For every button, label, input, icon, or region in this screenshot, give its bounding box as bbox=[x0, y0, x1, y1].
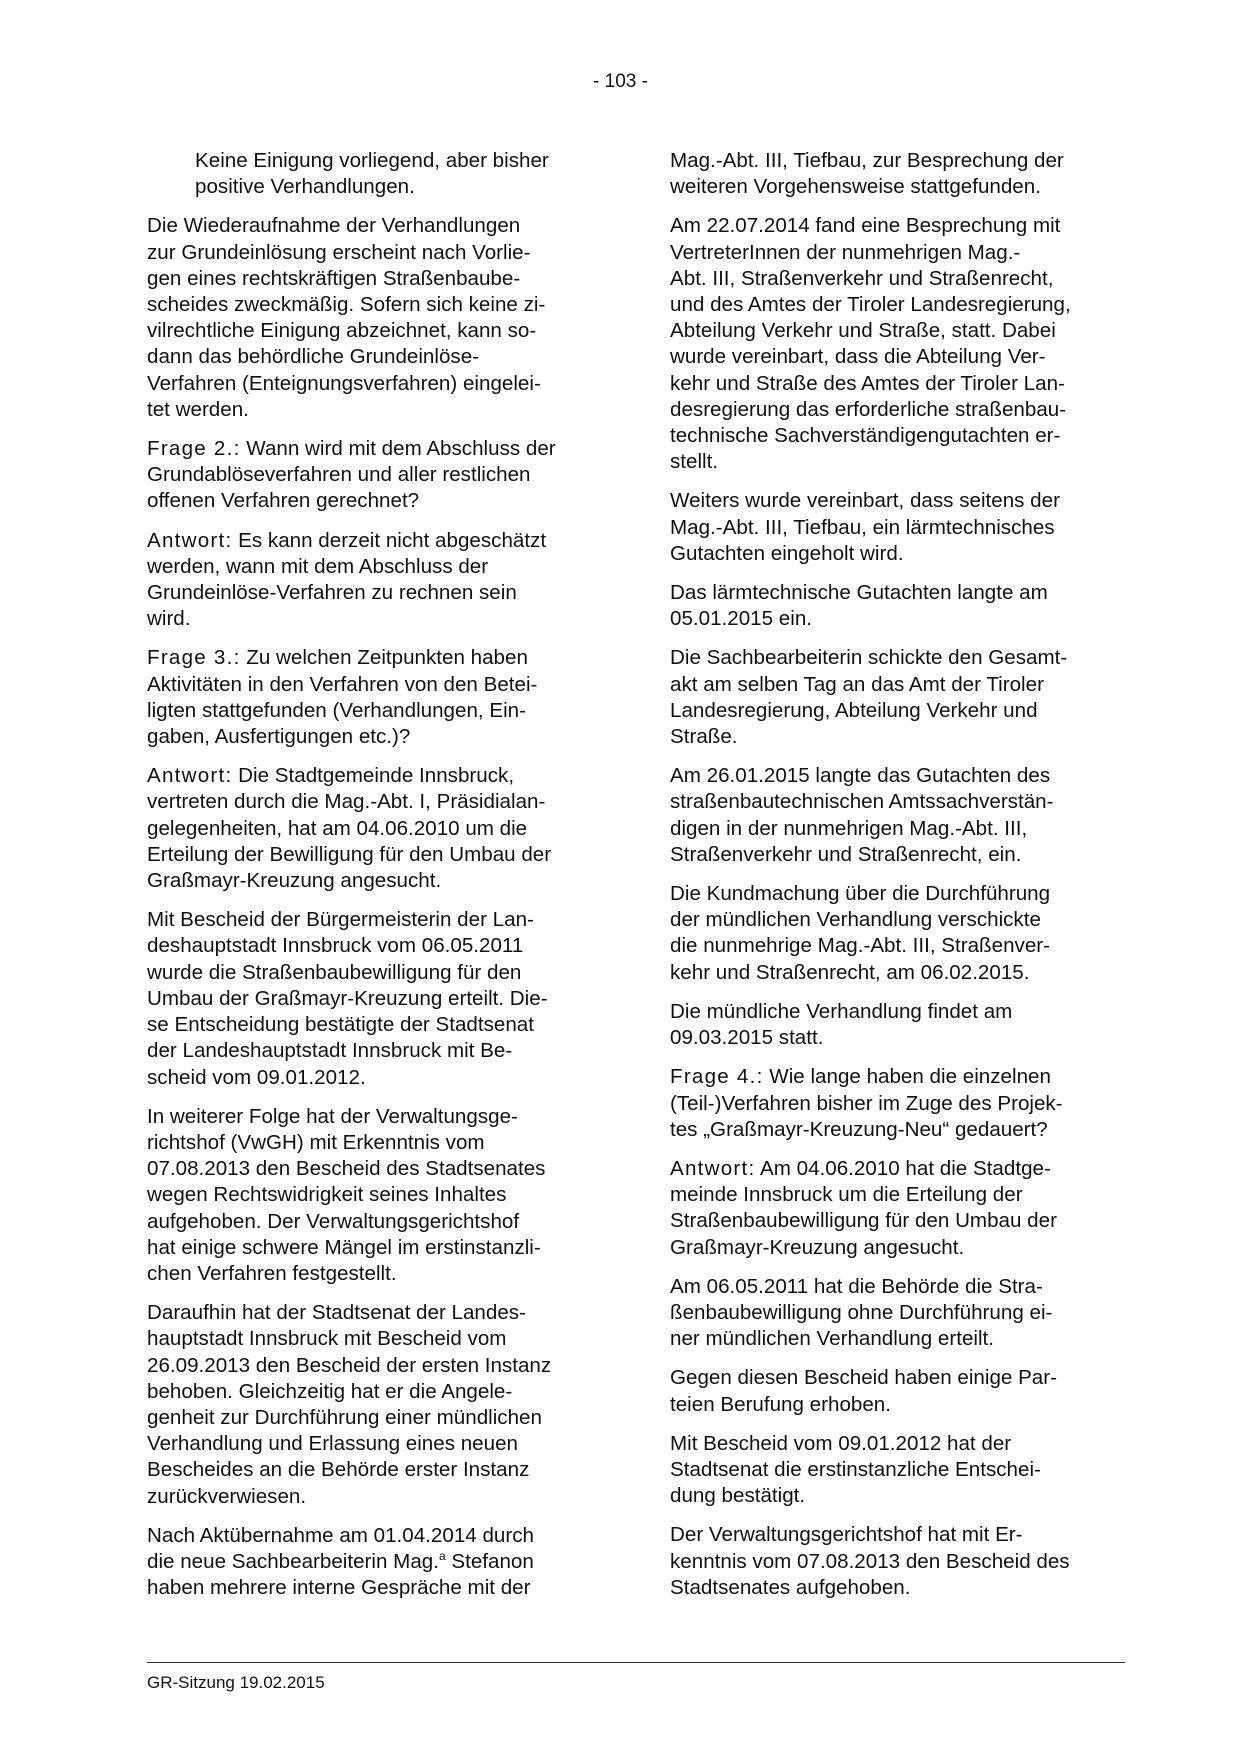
left-column bbox=[147, 148, 599, 1614]
question-text: Zu welchen Zeitpunkten haben Aktivitäten in den Verfahren von den Betei- ligten stattgefunden (Verhandlungen, Ein- gaben, Ausfertigungen etc.)? bbox=[147, 646, 538, 749]
paragraph-announcement: Die Kundmachung über die Durchführung der mündlichen Verhandlung verschickte die nunmehrige Mag.-Abt. III, Straßenver- kehr und Straßenrecht, am 06.02.2015. bbox=[670, 882, 1051, 984]
question-4 bbox=[670, 1064, 1125, 1143]
footer-text: GR-Sitzung 19.02.2015 bbox=[147, 1673, 325, 1692]
paragraph-vwgh: In weiterer Folge hat der Verwaltungsge- richtshof (VwGH) mit Erkenntnis vom 07.08.2013 den Bescheid des Stadtsenates wegen Rechtswidrigkeit seines Inhaltes aufgehoben. Der Verwaltungsgerichtshof hat einige schwere Mängel im erstinstanzli- chen Verfahren festgestellt. bbox=[147, 1104, 546, 1285]
paragraph-permit-granted: Am 06.05.2011 hat die Behörde die Stra- ßenbaubewilligung ohne Durchführung ei- ner mündlichen Verhandlung erteilt. bbox=[670, 1274, 1053, 1351]
answer-2 bbox=[147, 528, 599, 633]
paragraph-permit: Mit Bescheid der Bürgermeisterin der Lan- deshauptstadt Innsbruck vom 06.05.2011 wurde die Straßenbaubewilligung für den Umbau der Graßmayr-Kreuzung erteilt. Die- se Entscheidung bestätigte der Stadtsenat der Landeshauptstadt Innsbruck mit Be- scheid vom 09.01.2012. bbox=[147, 908, 548, 1089]
answer-text: Die Stadtgemeinde Innsbruck, vertreten durch die Mag.-Abt. I, Präsidialan- gelegenheiten, hat am 04.06.2010 um die Erteilung der Bewilligung für den Umbau der Graßmayr-Kreuzung angesucht. bbox=[147, 764, 552, 893]
answer-label: Antwort: bbox=[147, 528, 233, 552]
answer-3 bbox=[147, 763, 599, 894]
paragraph-annulled: Der Verwaltungsgerichtshof hat mit Er- kenntnis vom 07.08.2013 den Bescheid des Stadtsenates aufgehoben. bbox=[670, 1523, 1070, 1599]
answer-text: Es kann derzeit nicht abgeschätzt werden, wann mit dem Abschluss der Grundeinlöse-Verfahren zu rechnen sein wird. bbox=[147, 528, 547, 631]
question-text: Wann wird mit dem Abschluss der Grundablöseverfahren und aller restlichen offenen Verfahren gerechnet? bbox=[147, 437, 556, 513]
paragraph-stadtsenat: Daraufhin hat der Stadtsenat der Landes- hauptstadt Innsbruck mit Bescheid vom 26.09.2013 den Bescheid der ersten Instanz behoben. Gleichzeitig hat er die Angele- genheit zur Durchführung einer mündlichen Verhandlung und Erlassung eines neuen Bescheides an die Behörde erster Instanz zurückverwiesen. bbox=[147, 1301, 552, 1508]
question-label: Frage 4.: bbox=[670, 1065, 764, 1089]
footer-divider bbox=[147, 1662, 1125, 1663]
answer-label: Antwort: bbox=[670, 1156, 756, 1180]
paragraph-hearing: Die mündliche Verhandlung findet am 09.03.2015 statt. bbox=[670, 999, 1013, 1050]
paragraph-appeal: Gegen diesen Bescheid haben einige Par- teien Berufung erhoben. bbox=[670, 1366, 1057, 1416]
question-label: Frage 3.: bbox=[147, 646, 241, 670]
paragraph-noise-agreement: Weiters wurde vereinbart, dass seitens der Mag.-Abt. III, Tiefbau, ein lärmtechnisches Gutachten eingeholt wird. bbox=[670, 489, 1060, 565]
paragraph-status: Keine Einigung vorliegend, aber bisher positive Verhandlungen. bbox=[195, 149, 549, 199]
text-part: Stefanon haben mehrere interne Gespräche mit der bbox=[147, 1549, 534, 1600]
right-column bbox=[670, 148, 1125, 1614]
paragraph-continuation: Mag.-Abt. III, Tiefbau, zur Besprechung der weiteren Vorgehensweise stattgefunden. bbox=[670, 149, 1064, 199]
answer-label: Antwort: bbox=[147, 764, 233, 788]
answer-4 bbox=[670, 1156, 1125, 1261]
question-3 bbox=[147, 645, 599, 750]
superscript: a bbox=[438, 1549, 446, 1564]
answer-text: Am 04.06.2010 hat die Stadtge- meinde Innsbruck um die Erteilung der Straßenbaubewilligung für den Umbau der Graßmayr-Kreuzung angesucht. bbox=[670, 1156, 1057, 1259]
question-label: Frage 2.: bbox=[147, 437, 241, 461]
paragraph-expert-report: Am 26.01.2015 langte das Gutachten des straßenbautechnischen Amtssachverstän- digen in der nunmehrigen Mag.-Abt. III, Straßenverkehr und Straßenrecht, ein. bbox=[670, 764, 1054, 866]
text-part: Nach Aktübernahme am 01.04.2014 durch die neue Sachbearbeiterin Mag. bbox=[147, 1523, 534, 1573]
paragraph-takeover bbox=[147, 1523, 599, 1602]
question-2 bbox=[147, 436, 599, 515]
paragraph-file-sent: Die Sachbearbeiterin schickte den Gesamt- akt am selben Tag an das Amt der Tiroler Landesregierung, Abteilung Verkehr und Straße. bbox=[670, 646, 1068, 749]
paragraph-resumption: Die Wiederaufnahme der Verhandlungen zur Grundeinlösung erscheint nach Vorlie- gen eines rechtskräftigen Straßenbaube- scheides zweckmäßig. Sofern sich keine zi- vilrechtliche Einigung abzeichnet, kann so- dann das behördliche Grundeinlöse- Verfahren (Enteignungsverfahren) eingelei- tet werden. bbox=[147, 214, 546, 421]
page-number: - 103 - bbox=[593, 71, 648, 92]
paragraph-meeting: Am 22.07.2014 fand eine Besprechung mit VertreterInnen der nunmehrigen Mag.- Abt. III, Straßenverkehr und Straßenrecht, und des Amtes der Tiroler Landesregierung, Abteilung Verkehr und Straße, statt. Dabei wurde vereinbart, dass die Abteilung Ver- kehr und Straße des Amtes der Tiroler Lan- desregierung das erforderliche straßenbau- technische Sachverständigengutachten er- stellt. bbox=[670, 214, 1071, 474]
paragraph-noise-report: Das lärmtechnische Gutachten langte am 05.01.2015 ein. bbox=[670, 581, 1048, 631]
paragraph-confirmed: Mit Bescheid vom 09.01.2012 hat der Stadtsenat die erstinstanzliche Entschei- dung bestätigt. bbox=[670, 1431, 1041, 1508]
question-text: Wie lange haben die einzelnen (Teil-)Verfahren bisher im Zuge des Projek- tes „Graßmayr-Kreuzung-Neu“ gedauert? bbox=[670, 1065, 1063, 1141]
